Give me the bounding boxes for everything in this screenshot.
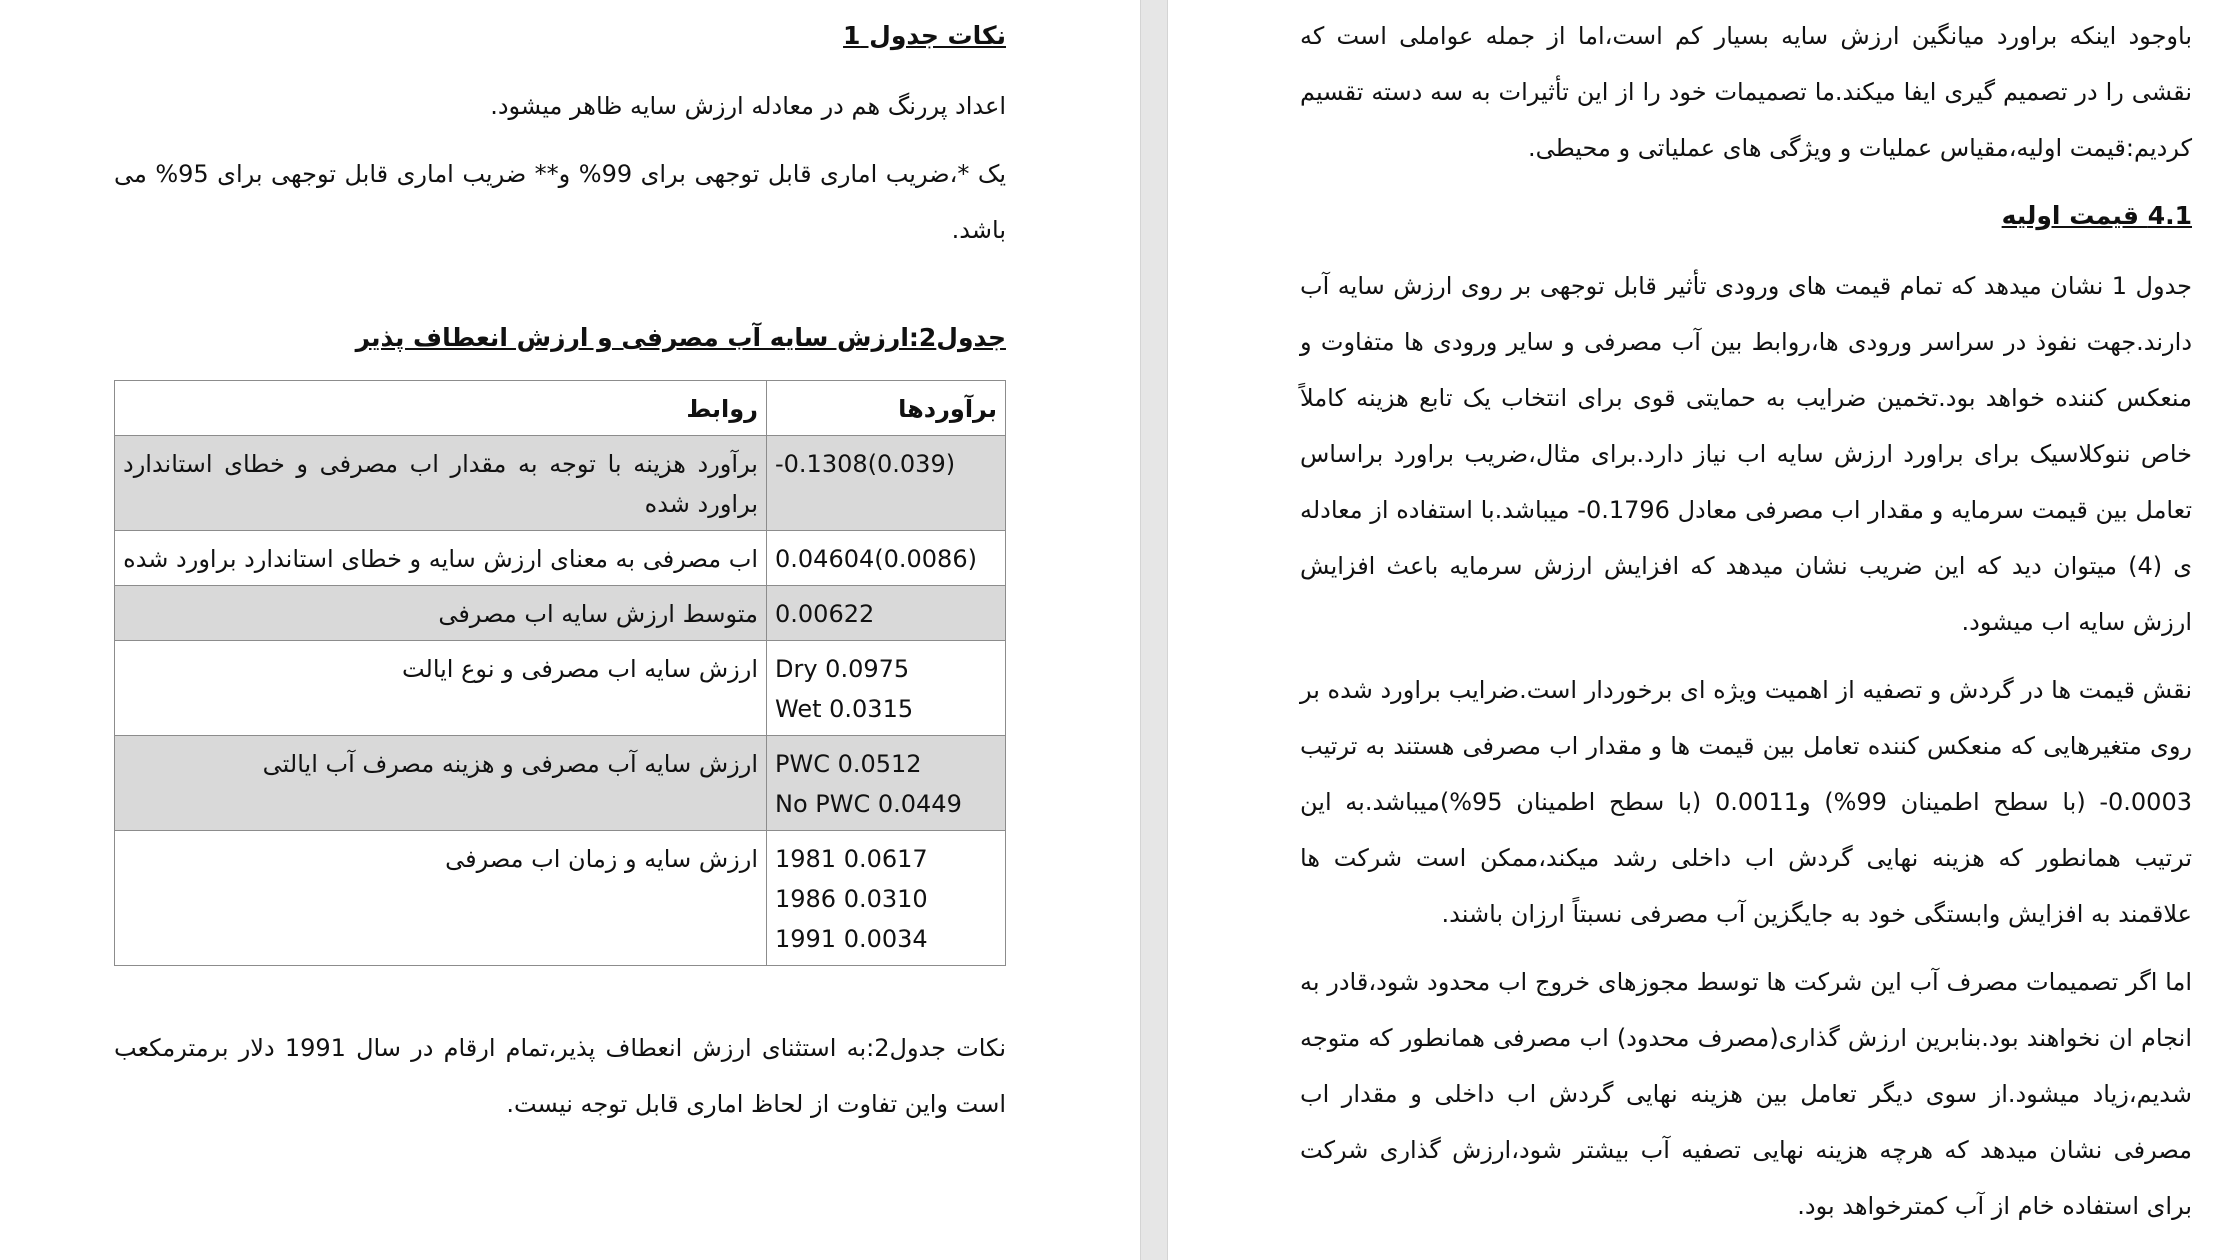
estimate-cell	[767, 531, 1006, 586]
left-column	[114, 8, 1006, 1144]
estimate-value: PWC 0.0512	[775, 750, 922, 778]
table-header-row	[115, 381, 1006, 436]
page-gutter	[1140, 0, 1168, 1260]
table-row	[115, 736, 1006, 831]
section-heading-4-1: 4.1 قیمت اولیه	[2001, 201, 2192, 230]
table-row	[115, 641, 1006, 736]
notes-table1-heading: نکات جدول 1	[843, 21, 1006, 50]
estimate-value: -0.1308(0.039)	[775, 450, 956, 478]
estimate-cell	[767, 641, 1006, 736]
right-paragraph-2: جدول 1 نشان میدهد که تمام قیمت های ورودی تأثیر قابل توجهی بر روی ارزش سایه آب دارند.جهت نفوذ در سراسر ورودی ها،روابط بین آب مصرفی و سایر ورودی ها متفاوت و منعکس کننده خواهد بود.تخمین ضرایب به حمایتی قوی برای انتخاب یک تابع هزینه کاملاً خاص ننوکلاسیک برای براورد ارزش سایه اب نیاز دارد.برای مثال،ضریب براورد براساس تعامل بین قیمت سرمایه و مقدار اب مصرفی معادل 0.1796- میباشد.با استفاده از معادله ی (4) میتوان دید که این ضریب نشان میدهد که افزایش ارزش سرمایه باعث افزایش ارزش سایه اب میشود.	[1300, 272, 2192, 636]
table-row	[115, 586, 1006, 641]
estimate-cell	[767, 831, 1006, 966]
relation-cell: اب مصرفی به معنای ارزش سایه و خطای استاندارد براورد شده	[115, 531, 767, 586]
table-row	[115, 436, 1006, 531]
relation-cell: ارزش سایه و زمان اب مصرفی	[115, 831, 767, 966]
relation-cell: ارزش سایه اب مصرفی و نوع ایالت	[115, 641, 767, 736]
notes-table1-paragraph-2: یک *،ضریب اماری قابل توجهی برای 99% و** ضریب اماری قابل توجهی برای 95% می باشد.	[114, 160, 1006, 244]
estimate-value: 0.04604(0.0086)	[775, 545, 977, 573]
estimate-value: Dry 0.0975	[775, 655, 910, 683]
estimate-cell	[767, 436, 1006, 531]
notes-table2-paragraph: نکات جدول2:به استثنای ارزش انعطاف پذیر،تمام ارقام در سال 1991 دلار برمترمکعب است واین تفاوت از لحاظ اماری قابل توجه نیست.	[114, 1034, 1006, 1118]
table2	[114, 380, 1006, 966]
right-paragraph-1: باوجود اینکه براورد میانگین ارزش سایه بسیار کم است،اما از جمله عواملی است که نقشی را در تصمیم گیری ایفا میکند.ما تصمیمات خود را از این تأثیرات به سه دسته تقسیم کردیم:قیمت اولیه،مقیاس عملیات و ویژگی های عملیاتی و محیطی.	[1300, 22, 2192, 162]
estimate-value: No PWC 0.0449	[775, 790, 962, 818]
table-row	[115, 531, 1006, 586]
right-page	[1168, 0, 2240, 1260]
estimate-value: 1981 0.0617	[775, 845, 928, 873]
right-paragraph-3: نقش قیمت ها در گردش و تصفیه از اهمیت ویژه ای برخوردار است.ضرایب براورد شده بر روی متغیرهایی که منعکس کننده تعامل بین قیمت ها و مقدار اب مصرفی هستند به ترتیب 0.0003- (با سطح اطمینان 99%) و0.0011 (با سطح اطمینان 95%)میباشد.به این ترتیب همانطور که هزینه نهایی گردش اب داخلی رشد میکند،ممکن است شرکت ها علاقمند به افزایش وابستگی خود به جایگزین آب مصرفی نسبتاً ارزان باشند.	[1300, 676, 2192, 928]
estimate-value: 1991 0.0034	[775, 925, 928, 953]
estimate-value: Wet 0.0315	[775, 695, 914, 723]
spacer	[114, 270, 1006, 310]
relation-cell: ارزش سایه آب مصرفی و هزینه مصرف آب ایالتی	[115, 736, 767, 831]
table2-title: جدول2:ارزش سایه آب مصرفی و ارزش انعطاف پذیر	[355, 323, 1006, 352]
relation-cell: متوسط ارزش سایه اب مصرفی	[115, 586, 767, 641]
estimate-cell	[767, 586, 1006, 641]
estimate-value: 1986 0.0310	[775, 885, 928, 913]
relation-cell: برآورد هزینه با توجه به مقدار اب مصرفی و خطای استاندارد براورد شده	[115, 436, 767, 531]
right-paragraph-4: اما اگر تصمیمات مصرف آب این شرکت ها توسط مجوزهای خروج اب محدود شود،قادر به انجام ان نخواهند بود.بنابرین ارزش گذاری(مصرف محدود) اب مصرفی همانطور که متوجه شدیم،زیاد میشود.از سوی دیگر تعامل بین هزینه نهایی گردش اب داخلی و مقدار اب مصرفی نشان میدهد که هرچه هزینه نهایی تصفیه آب بیشتر شود،ارزش گذاری شرکت برای استفاده خام از آب کمترخواهد بود.	[1300, 968, 2192, 1220]
notes-table1-paragraph-1: اعداد پررنگ هم در معادله ارزش سایه ظاهر میشود.	[490, 92, 1006, 120]
header-estimates: برآوردها	[767, 381, 1006, 436]
table-body	[115, 436, 1006, 966]
estimate-cell	[767, 736, 1006, 831]
right-column	[1300, 8, 2192, 1246]
table-row	[115, 831, 1006, 966]
header-relations: روابط	[115, 381, 767, 436]
estimate-value: 0.00622	[775, 600, 875, 628]
